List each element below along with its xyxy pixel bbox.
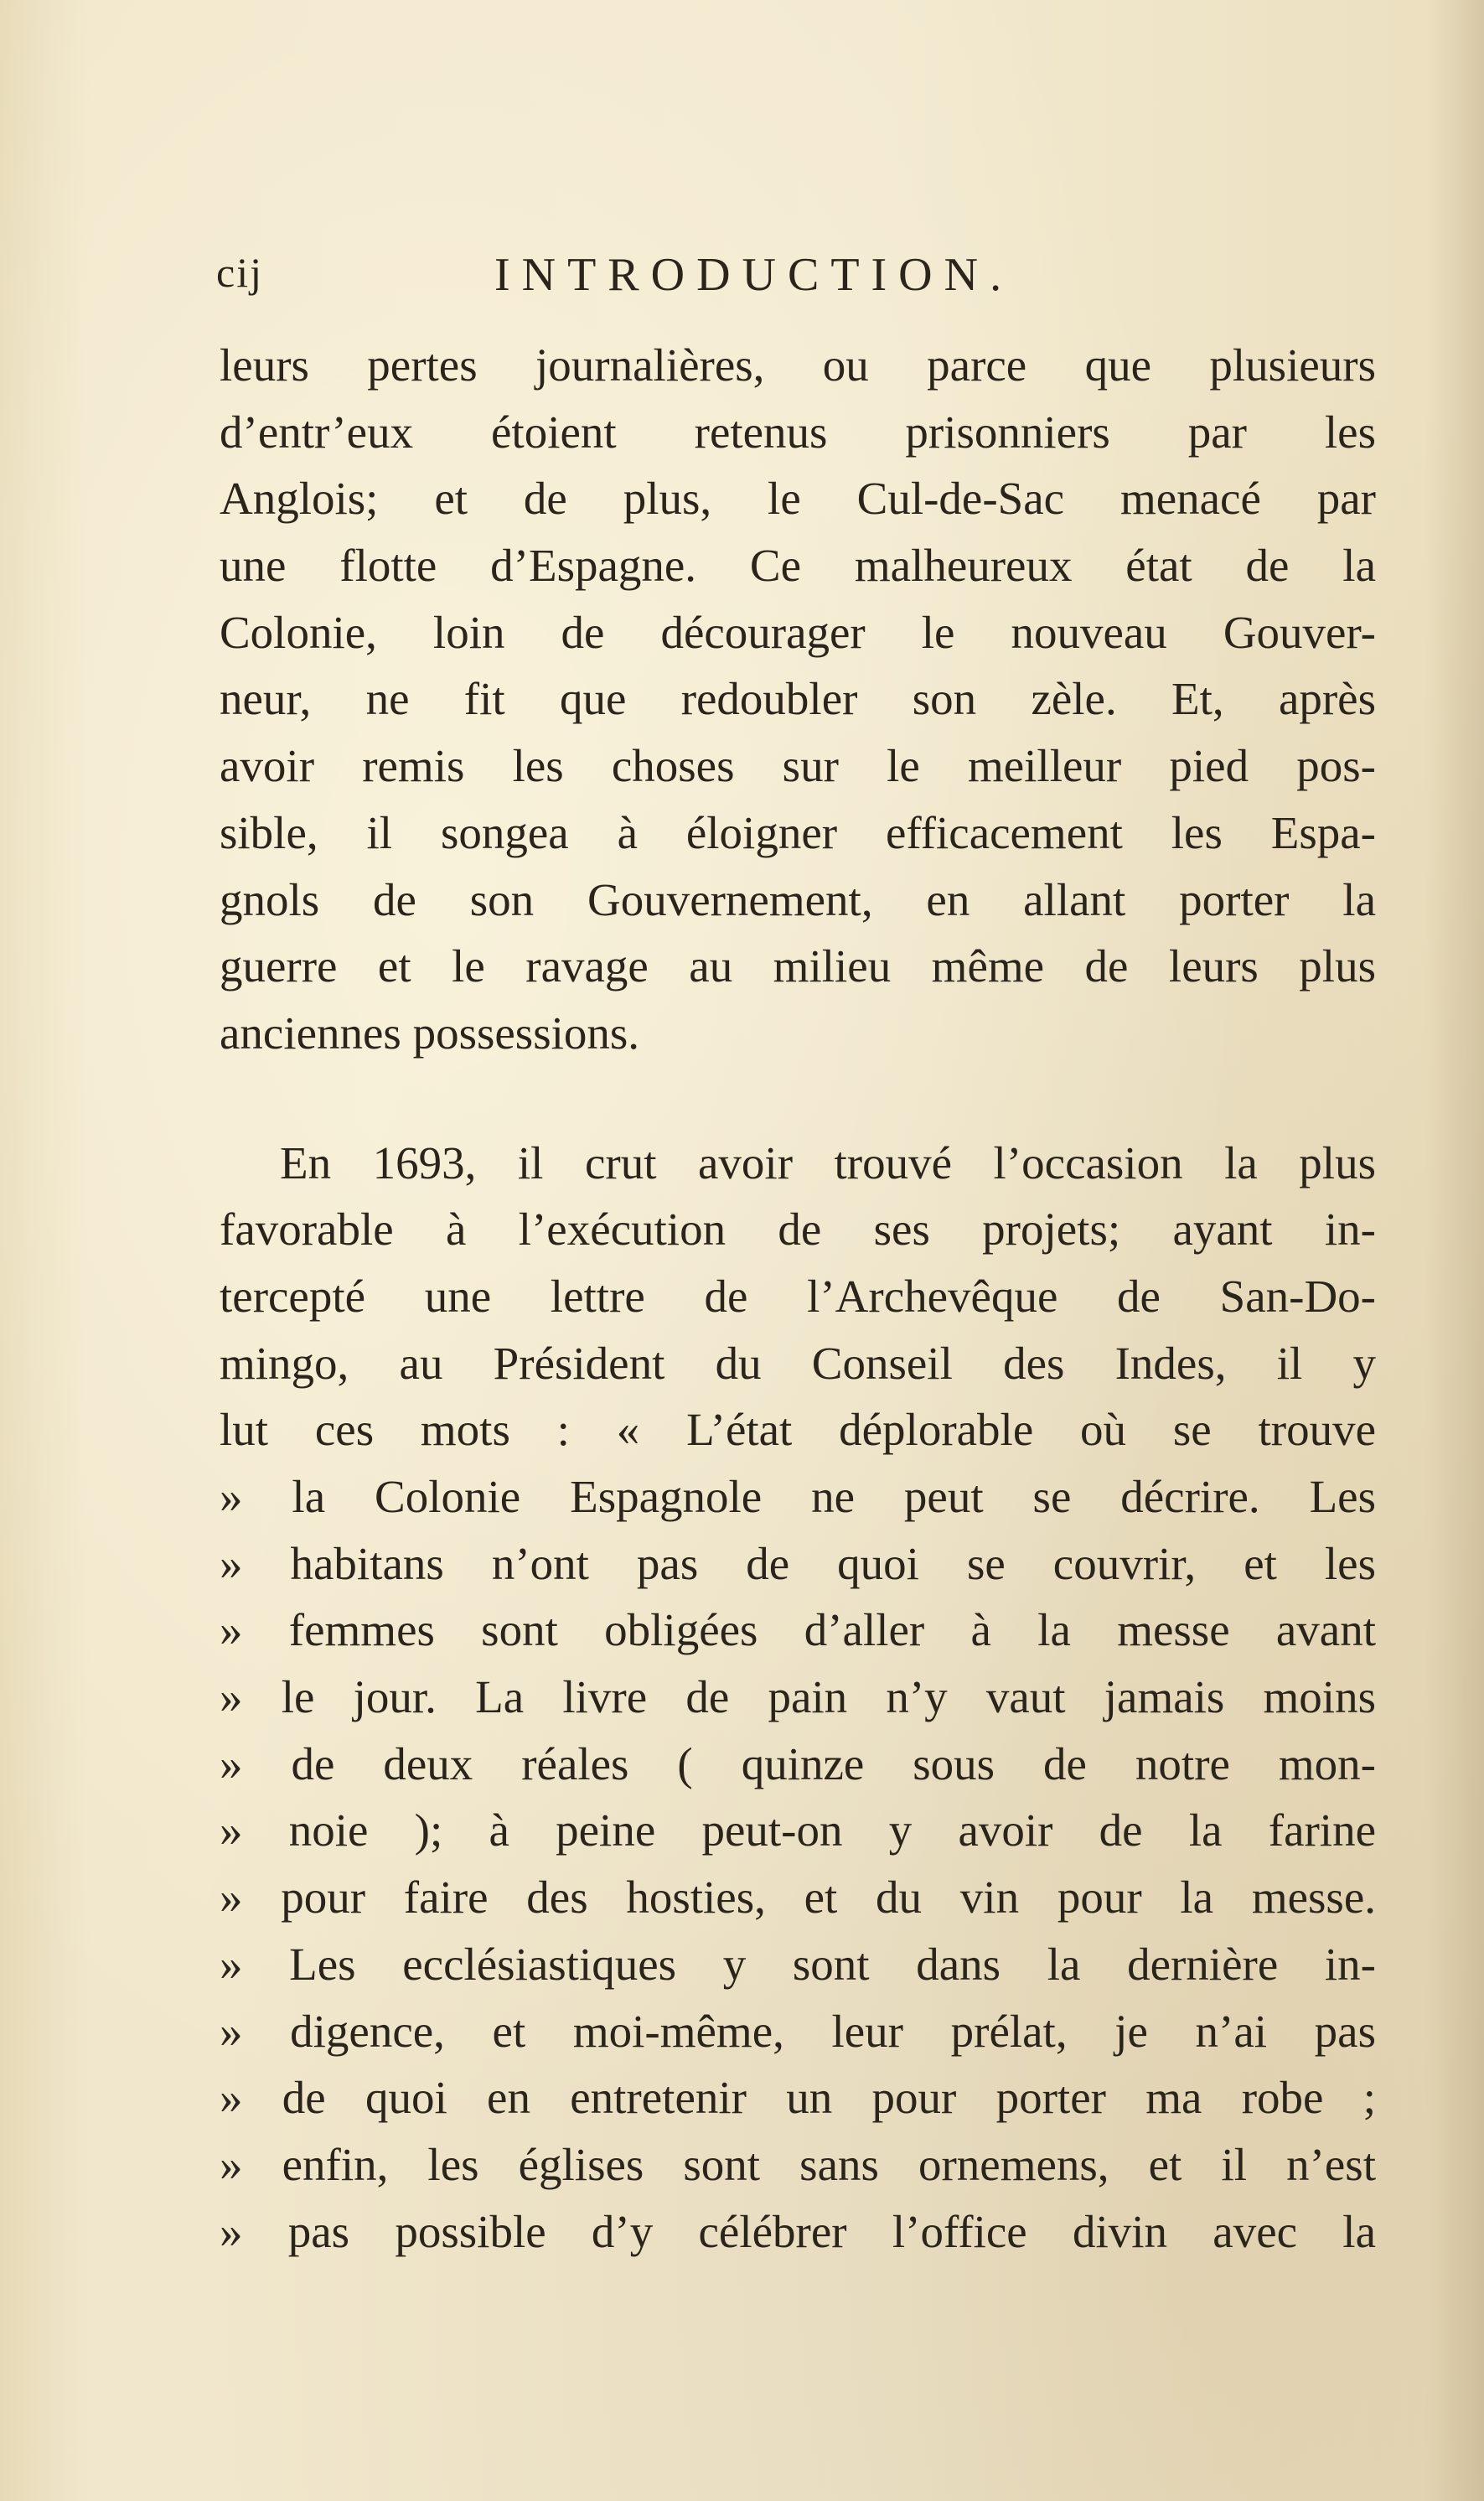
text-line: une flotte d’Espagne. Ce malheureux état de la	[220, 540, 1376, 592]
text-line: lut ces mots : « L’état déplorable où se trouve	[220, 1404, 1376, 1456]
text-line: anciennes possessions.	[220, 1007, 640, 1059]
paragraph-2	[220, 1130, 1376, 2265]
page-number: cij	[216, 249, 263, 296]
text-line: En 1693, il crut avoir trouvé l’occasion la plus	[280, 1137, 1376, 1188]
text-line: » digence, et moi-même, leur prélat, je n’ai pas	[220, 2005, 1376, 2057]
paragraph-1	[220, 332, 1376, 1067]
text-line: mingo, au Président du Conseil des Indes, il y	[220, 1337, 1376, 1389]
text-line: gnols de son Gouvernement, en allant porter la	[220, 873, 1376, 925]
text-line: » pas possible d’y célébrer l’office divin avec la	[220, 2205, 1376, 2257]
text-line: » enfin, les églises sont sans ornemens, et il n’est	[220, 2138, 1376, 2190]
text-line: avoir remis les choses sur le meilleur pied pos-	[220, 740, 1376, 792]
text-line: leurs pertes journalières, ou parce que plusieurs	[220, 339, 1376, 391]
text-line: favorable à l’exécution de ses projets; ayant in-	[220, 1204, 1376, 1256]
text-line: sible, il songea à éloigner efficacement les Espa-	[220, 806, 1376, 858]
text-line: Colonie, loin de décourager le nouveau Gouver-	[220, 606, 1376, 658]
paragraph-gap	[220, 1067, 1376, 1130]
text-line: » Les ecclésiastiques y sont dans la dernière in-	[220, 1938, 1376, 1990]
text-line: guerre et le ravage au milieu même de leurs plus	[220, 940, 1376, 992]
running-title: INTRODUCTION.	[494, 249, 1014, 301]
text-line: tercepté une lettre de l’Archevêque de San-Do-	[220, 1270, 1376, 1322]
text-line: d’entr’eux étoient retenus prisonniers par les	[220, 406, 1376, 458]
text-line: » pour faire des hosties, et du vin pour la messe.	[220, 1872, 1376, 1924]
text-line: neur, ne fit que redoubler son zèle. Et, après	[220, 673, 1376, 725]
text-line: » de deux réales ( quinze sous de notre mon-	[220, 1737, 1376, 1789]
text-line: » de quoi en entretenir un pour porter ma robe ;	[220, 2072, 1376, 2124]
text-line: Anglois; et de plus, le Cul-de-Sac menacé par	[220, 473, 1376, 525]
text-line: » la Colonie Espagnole ne peut se décrire. Les	[220, 1471, 1376, 1522]
page-edge-shadow	[1425, 0, 1484, 2501]
text-line: » noie ); à peine peut-on y avoir de la farine	[220, 1805, 1376, 1856]
text-line: » femmes sont obligées d’aller à la messe avant	[220, 1604, 1376, 1656]
body-text	[220, 332, 1376, 2265]
text-line: » habitans n’ont pas de quoi se couvrir, et les	[220, 1537, 1376, 1589]
page-header	[216, 248, 1389, 324]
text-line: » le jour. La livre de pain n’y vaut jamais moins	[220, 1671, 1376, 1723]
